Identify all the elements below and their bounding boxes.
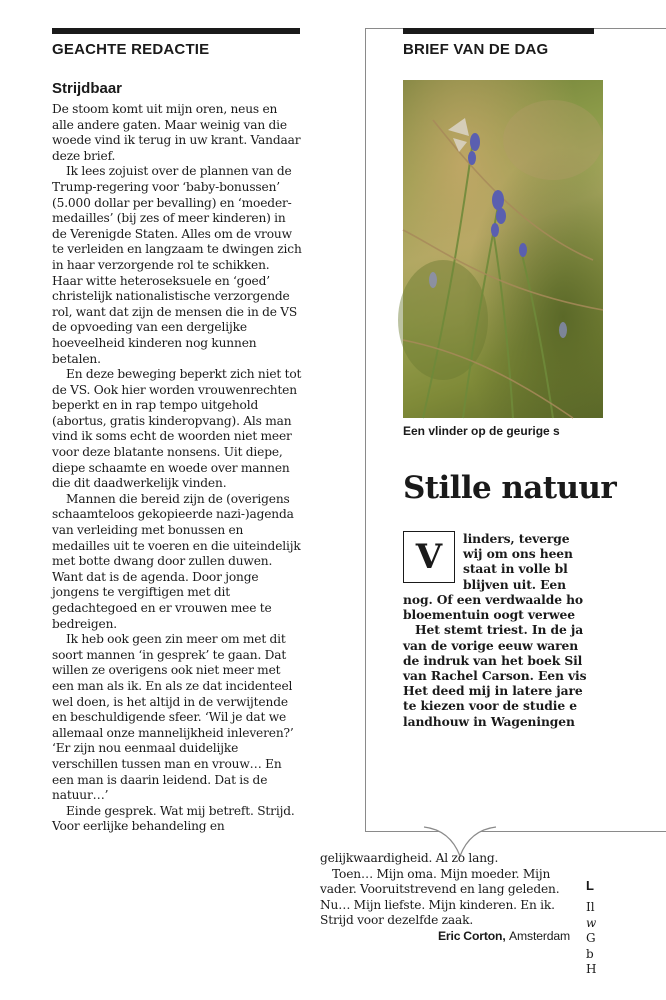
continuation-paragraph: gelijkwaardigheid. Al zo lang. <box>320 851 499 865</box>
intro-line: wij om ons heen <box>463 546 573 562</box>
letter-paragraph: En deze beweging beperkt zich niet tot de VS. Ook hier worden vrouwenrechten beperkt en in rap tempo uitgehold (abortus, gratis kinderopvang). Als man vind ik soms echt de woorden niet meer voor deze blatante nonsens. Uit diepe, diepe schaamte en woede over mannen die dit daadwerkelijk vinden. <box>52 367 302 491</box>
section-title-left: GEACHTE REDACTIE <box>52 41 210 58</box>
intro-line: blijven uit. Een <box>463 576 566 592</box>
far-right-title-fragment: L <box>586 878 594 893</box>
body-line: van Rachel Carson. Een vis <box>403 668 587 684</box>
section-title-right: BRIEF VAN DE DAG <box>403 41 549 58</box>
signature-place: Amsterdam <box>509 928 570 943</box>
letter-paragraph: Ik heb ook geen zin meer om met dit soort mannen ‘in gesprek’ te gaan. Dat willen ze overigens ook niet meer met een man als ik. En als ze dat incidenteel wel doen, is het altijd in de verwijtende en beschuldigende sfeer. ‘Wil je dat we allemaal onze mannelijkheid inleveren?’ ‘Er zijn nou eenmaal duidelijke verschillen tussen man en vrouw… En een man is daarin leidend. Dat is de natuur…’ <box>52 632 294 803</box>
fragment-line: w <box>586 915 597 930</box>
letter-paragraph: Einde gesprek. Wat mij betreft. Strijd. Voor eerlijke behandeling en <box>52 803 295 834</box>
intro-text-block <box>463 531 573 592</box>
drop-cap: V <box>403 531 455 583</box>
body-line: Het stemt triest. In de ja <box>415 622 584 638</box>
body-line: de indruk van het boek Sil <box>403 652 583 668</box>
letter-continuation-column <box>320 851 570 945</box>
body-line: bloementuin oogt verwee <box>403 607 575 623</box>
fragment-line: H <box>586 962 597 977</box>
lavender-illustration <box>403 80 603 418</box>
section-rule-right <box>403 28 594 34</box>
body-line: te kiezen voor de studie e <box>403 698 577 714</box>
letter-body-column <box>52 102 302 835</box>
letter-paragraph: Ik lees zojuist over de plannen van de Trump-regering voor ‘baby-bonussen’ (5.000 dollar per bevalling) en ‘moeder-medailles’ (bij zes of meer kinderen) in de Verenigde Staten. Alles om de vrouw te verleiden en langzaam te dwingen zich in haar verzorgende rol te schikken. Haar witte heteroseksuele en ‘goed’ christelijk nationalistische verzorgende rol, want dat zijn de mensen die in de VS de opvoeding van een dergelijke hoeveelheid kinderen nog kunnen betalen. <box>52 164 302 366</box>
section-rule-left <box>52 28 300 34</box>
photo-caption: Een vlinder op de geurige s <box>403 424 560 438</box>
fragment-line: G <box>586 931 596 946</box>
body-line: Het deed mij in latere jare <box>403 683 583 699</box>
letter-paragraph: De stoom komt uit mijn oren, neus en alle andere gaten. Maar weinig van die woede vind ik terug in uw krant. Vandaar deze brief. <box>52 102 301 163</box>
fragment-line: Il <box>586 900 595 914</box>
signature-name: Eric Corton, <box>437 928 506 943</box>
letter-body-bold <box>403 592 586 729</box>
fragment-line: b <box>586 946 594 961</box>
letter-signature <box>320 929 570 945</box>
continuation-paragraph: Toen… Mijn oma. Mijn moeder. Mijn vader. Vooruitstrevend en lang geleden. Nu… Mijn liefste. Mijn kinderen. En ik. Strijd voor dezelfde zaak. <box>320 866 560 928</box>
far-right-column-fragments <box>586 900 596 978</box>
body-line: landhouw in Wageningen <box>403 713 575 729</box>
body-line: van de vorige eeuw waren <box>403 637 579 653</box>
intro-line: linders, teverge <box>463 531 570 546</box>
body-line: nog. Of een verdwaalde ho <box>403 592 584 607</box>
butterfly-lavender-photo <box>403 80 603 418</box>
intro-line: staat in volle bl <box>463 561 568 577</box>
letter-headline: Stille natuur <box>403 470 617 506</box>
article-title: Strijdbaar <box>52 80 123 97</box>
letter-paragraph: Mannen die bereid zijn de (overigens schaamteloos gekopieerde nazi-)agenda van verleiding met bonussen en medailles uit te voeren en die uiteindelijk met botte dwang door zullen duwen. Want dat is de agenda. Door jonge jongens te vergiftigen met dit gedachtegoed en er vrouwen mee te bedreigen. <box>52 491 301 631</box>
